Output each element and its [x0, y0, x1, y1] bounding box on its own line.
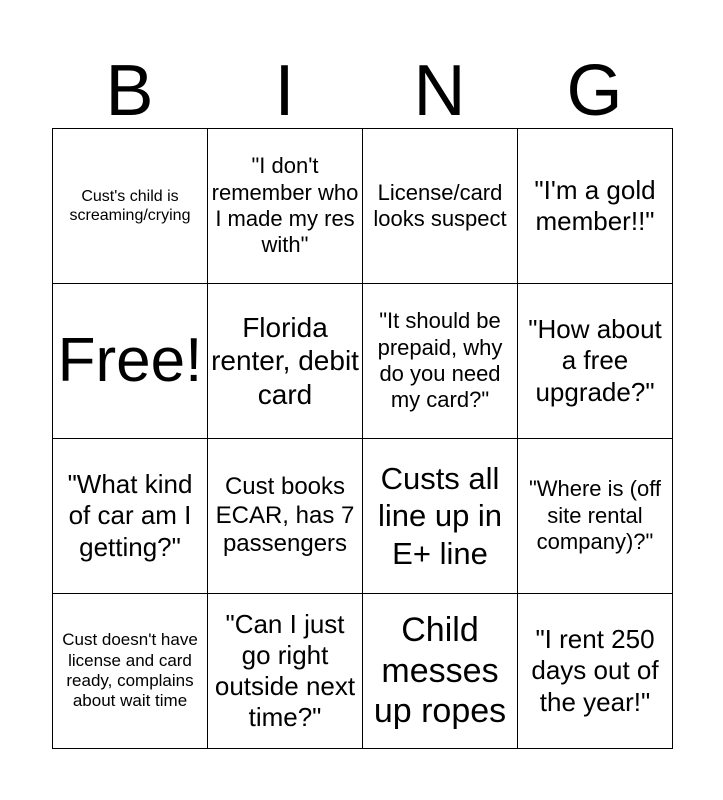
- bingo-header: [52, 48, 672, 131]
- bingo-cell[interactable]: Cust books ECAR, has 7 passengers: [208, 439, 363, 594]
- bingo-cell[interactable]: "Can I just go right outside next time?": [208, 594, 363, 749]
- bingo-cell[interactable]: Cust's child is screaming/crying: [53, 129, 208, 284]
- header-letter-i: I: [274, 51, 295, 131]
- bingo-cell[interactable]: Custs all line up in E+ line: [363, 439, 518, 594]
- header-letter-n: N: [413, 51, 466, 131]
- board-row: [53, 594, 673, 749]
- bingo-cell[interactable]: "Where is (off site rental company)?": [518, 439, 673, 594]
- bingo-cell[interactable]: "I rent 250 days out of the year!": [518, 594, 673, 749]
- board-row: [53, 284, 673, 439]
- bingo-cell[interactable]: "What kind of car am I getting?": [53, 439, 208, 594]
- bingo-cell[interactable]: "How about a free upgrade?": [518, 284, 673, 439]
- bingo-cell[interactable]: License/card looks suspect: [363, 129, 518, 284]
- bingo-cell[interactable]: Child messes up ropes: [363, 594, 518, 749]
- board-row: [53, 439, 673, 594]
- board-row: [53, 129, 673, 284]
- free-space[interactable]: Free!: [53, 284, 208, 439]
- bingo-cell[interactable]: "It should be prepaid, why do you need my card?": [363, 284, 518, 439]
- bingo-cell[interactable]: "I don't remember who I made my res with": [208, 129, 363, 284]
- header-letter-g: G: [566, 51, 623, 131]
- bingo-cell[interactable]: "I'm a gold member!!": [518, 129, 673, 284]
- bingo-cell[interactable]: Cust doesn't have license and card ready, complains about wait time: [53, 594, 208, 749]
- header-letter-b: B: [105, 51, 154, 131]
- bingo-board: [52, 128, 673, 749]
- bingo-cell[interactable]: Florida renter, debit card: [208, 284, 363, 439]
